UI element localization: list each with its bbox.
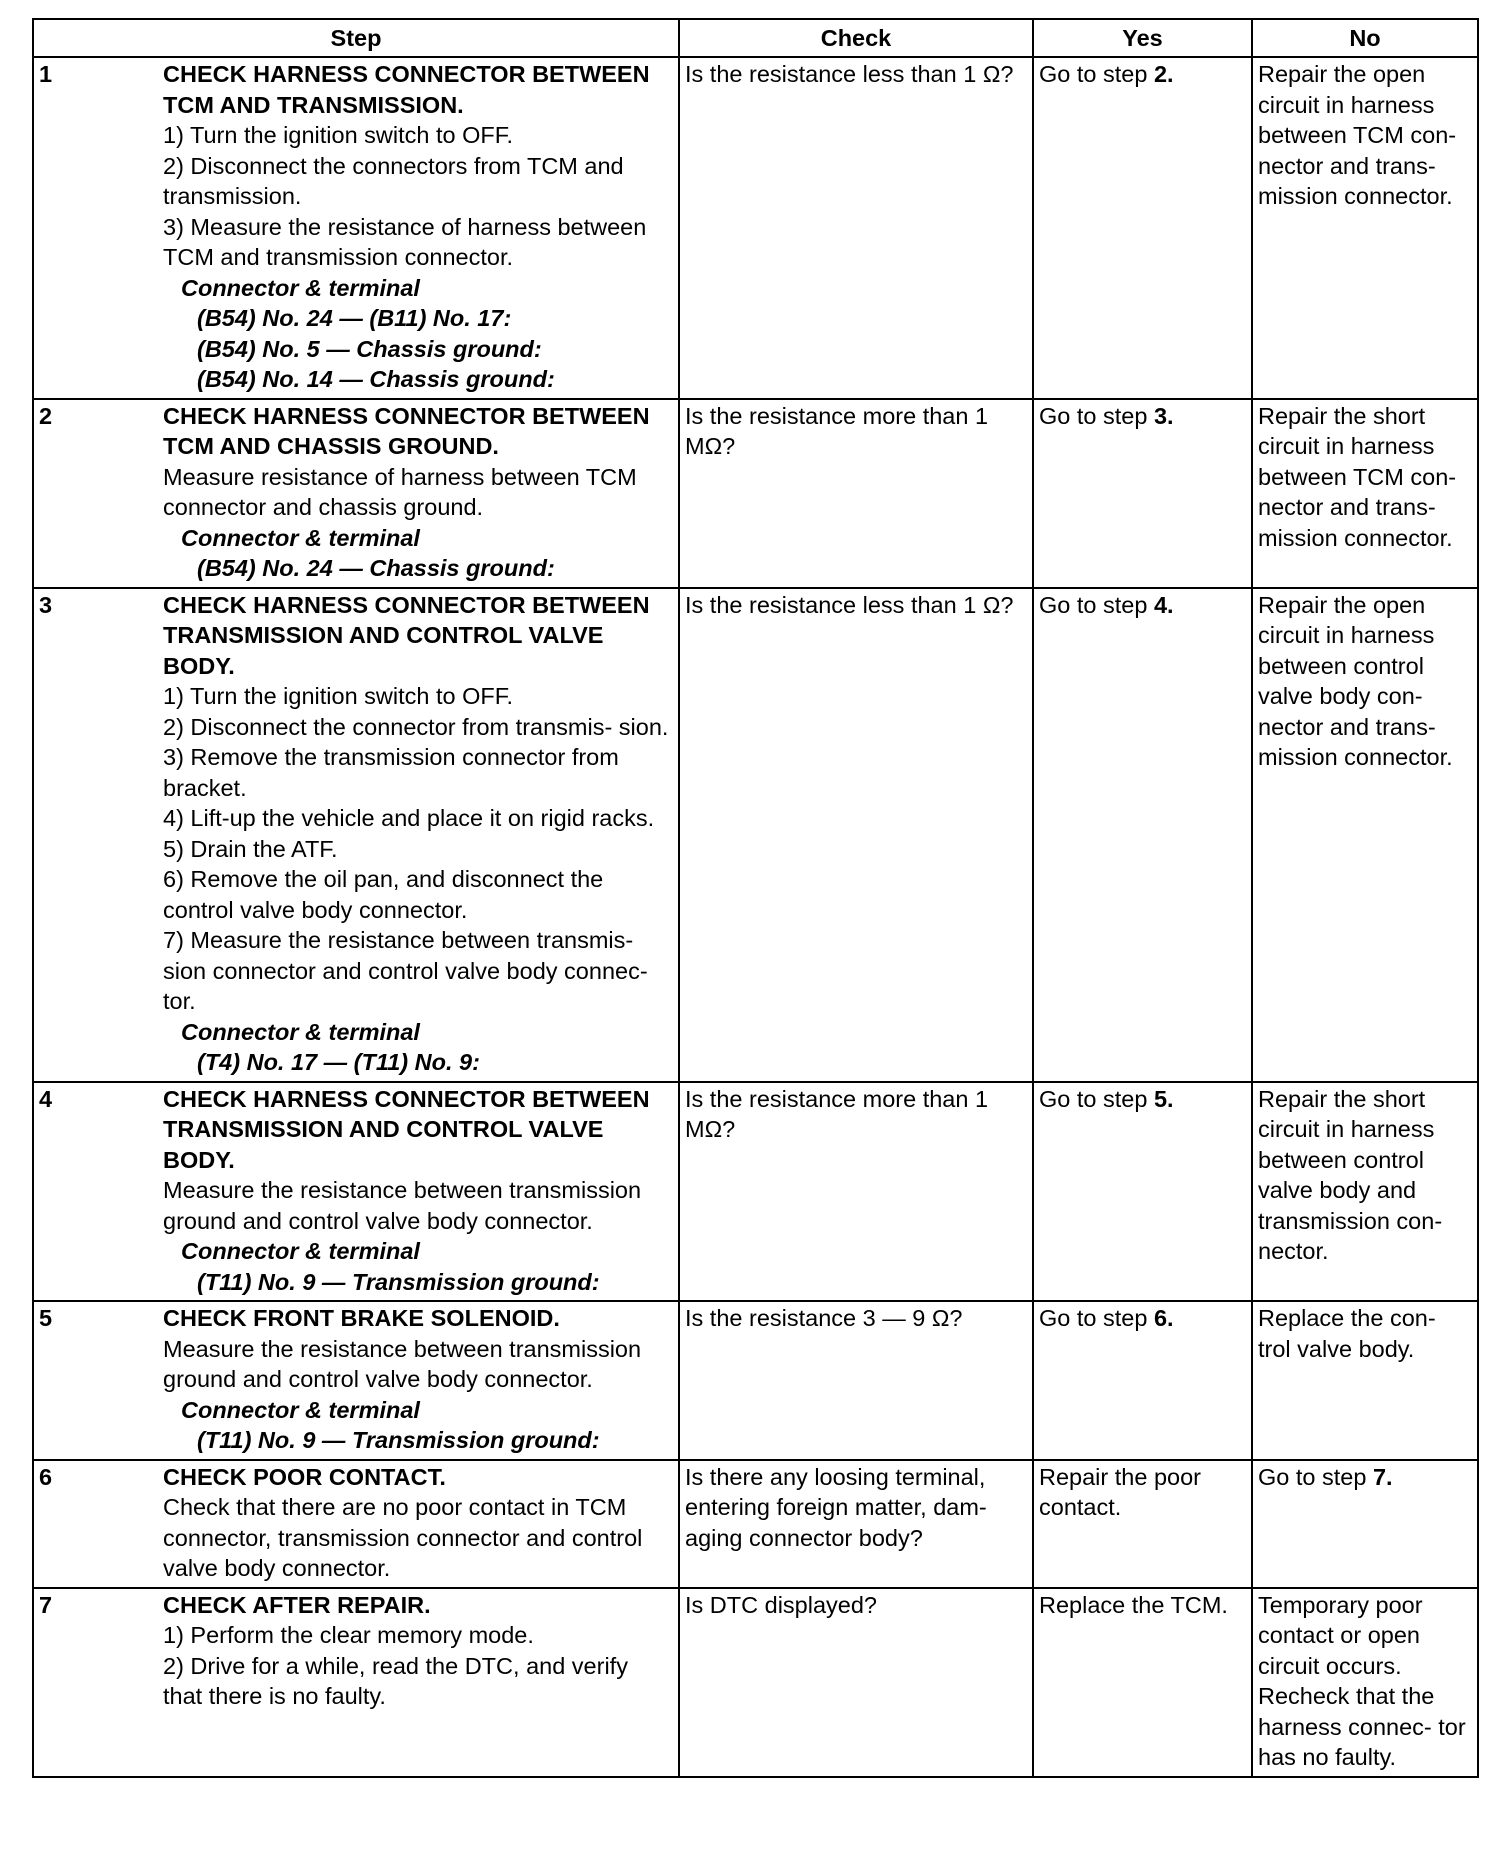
step-instruction: 5) Drain the ATF. xyxy=(163,835,338,862)
table-row xyxy=(33,1301,1478,1460)
yes-step-number: 4. xyxy=(1153,591,1174,618)
no-action: Go to step xyxy=(1258,1463,1373,1490)
step-title: CHECK HARNESS CONNECTOR BETWEEN TCM AND CHASSIS GROUND. xyxy=(163,402,650,459)
yes-step-number: 5. xyxy=(1153,1085,1174,1112)
no-cell: Repair the short circuit in harness between control valve body and transmission con- nector. xyxy=(1252,1082,1478,1302)
step-cell xyxy=(33,1082,679,1302)
yes-action: Repair the poor contact. xyxy=(1039,1463,1201,1520)
step-cell xyxy=(33,588,679,1082)
check-cell: Is the resistance more than 1 MΩ? xyxy=(679,399,1033,588)
check-cell: Is there any loosing terminal, entering foreign matter, dam- aging connector body? xyxy=(679,1460,1033,1588)
step-cell xyxy=(33,57,679,399)
step-description xyxy=(163,1590,673,1712)
yes-action: Go to step xyxy=(1039,1305,1154,1331)
step-title: CHECK HARNESS CONNECTOR BETWEEN TCM AND TRANSMISSION. xyxy=(163,61,650,118)
step-instruction: 7) Measure the resistance between transmis- sion connector and control valve body connec- tor. xyxy=(163,927,648,1014)
step-instruction: Check that there are no poor contact in TCM connector, transmission connector and control valve body connector. xyxy=(163,1494,643,1581)
connector-terminal-value: (T4) No. 17 — (T11) No. 9: xyxy=(197,1049,480,1075)
header-no: No xyxy=(1252,19,1478,57)
connector-terminal-value: (B54) No. 14 — Chassis ground: xyxy=(197,366,555,392)
step-description xyxy=(163,1462,673,1584)
yes-action: Go to step xyxy=(1039,61,1154,87)
yes-action: Go to step xyxy=(1039,591,1154,618)
connector-terminal-value: (T11) No. 9 — Transmission ground: xyxy=(197,1268,600,1295)
step-number: 7 xyxy=(39,1591,53,1618)
header-step: Step xyxy=(33,19,679,57)
step-number: 4 xyxy=(39,1085,53,1112)
table-row xyxy=(33,399,1478,588)
yes-action: Go to step xyxy=(1039,402,1154,429)
step-instruction: 2) Disconnect the connectors from TCM and transmission. xyxy=(163,152,624,209)
step-title: CHECK HARNESS CONNECTOR BETWEEN TRANSMISSION AND CONTROL VALVE BODY. xyxy=(163,591,650,679)
step-instruction: 1) Turn the ignition switch to OFF. xyxy=(163,122,514,148)
yes-cell xyxy=(1033,399,1252,588)
step-cell xyxy=(33,399,679,588)
table-body xyxy=(33,57,1478,1777)
step-title: CHECK AFTER REPAIR. xyxy=(163,1591,431,1618)
step-description xyxy=(163,590,673,1078)
no-cell xyxy=(1252,1460,1478,1588)
check-cell: Is the resistance 3 — 9 Ω? xyxy=(679,1301,1033,1460)
header-check: Check xyxy=(679,19,1033,57)
diagnostic-table-sheet xyxy=(32,18,1477,1778)
step-title: CHECK HARNESS CONNECTOR BETWEEN TRANSMISSION AND CONTROL VALVE BODY. xyxy=(163,1085,650,1173)
step-description xyxy=(163,1084,673,1298)
no-step-number: 7. xyxy=(1372,1463,1393,1490)
yes-cell xyxy=(1033,1301,1252,1460)
step-title: CHECK FRONT BRAKE SOLENOID. xyxy=(163,1305,560,1331)
diagnostic-table xyxy=(32,18,1479,1778)
step-instruction: Measure the resistance between transmission ground and control valve body connector. xyxy=(163,1177,642,1234)
step-description xyxy=(163,401,673,584)
step-instruction: 2) Drive for a while, read the DTC, and verify that there is no faulty. xyxy=(163,1652,628,1709)
step-instruction: 1) Perform the clear memory mode. xyxy=(163,1622,534,1648)
step-instruction: 1) Turn the ignition switch to OFF. xyxy=(163,683,514,709)
yes-cell xyxy=(1033,1588,1252,1777)
step-cell xyxy=(33,1301,679,1460)
step-instruction: Measure the resistance between transmission ground and control valve body connector. xyxy=(163,1335,642,1392)
no-cell: Repair the short circuit in harness between TCM con- nector and trans- mission connector. xyxy=(1252,399,1478,588)
step-description xyxy=(163,59,673,395)
table-row xyxy=(33,57,1478,399)
step-description xyxy=(163,1303,673,1456)
step-instruction: 4) Lift-up the vehicle and place it on rigid racks. xyxy=(163,805,655,831)
step-number: 6 xyxy=(39,1463,53,1490)
no-cell: Repair the open circuit in harness between TCM con- nector and trans- mission connector. xyxy=(1252,57,1478,399)
connector-terminal-value: (B54) No. 5 — Chassis ground: xyxy=(197,335,542,362)
yes-step-number: 6. xyxy=(1153,1305,1174,1331)
yes-cell xyxy=(1033,588,1252,1082)
table-row xyxy=(33,1460,1478,1588)
yes-cell xyxy=(1033,1460,1252,1588)
header-row xyxy=(33,19,1478,57)
table-row xyxy=(33,1082,1478,1302)
step-instruction: 2) Disconnect the connector from transmis- sion. xyxy=(163,713,669,740)
check-cell: Is the resistance more than 1 MΩ? xyxy=(679,1082,1033,1302)
connector-terminal-label: Connector & terminal xyxy=(181,1396,420,1423)
table-row xyxy=(33,588,1478,1082)
step-number: 3 xyxy=(39,591,53,618)
connector-terminal-label: Connector & terminal xyxy=(181,1018,420,1045)
table-row xyxy=(33,1588,1478,1777)
step-title: CHECK POOR CONTACT. xyxy=(163,1463,446,1490)
yes-cell xyxy=(1033,57,1252,399)
connector-terminal-value: (B54) No. 24 — (B11) No. 17: xyxy=(197,305,512,331)
step-number: 2 xyxy=(39,402,53,429)
step-cell xyxy=(33,1460,679,1588)
yes-step-number: 3. xyxy=(1153,402,1174,429)
step-instruction: 6) Remove the oil pan, and disconnect the control valve body connector. xyxy=(163,866,604,923)
connector-terminal-label: Connector & terminal xyxy=(181,1238,420,1264)
step-instruction: 3) Remove the transmission connector from bracket. xyxy=(163,744,619,801)
step-number: 1 xyxy=(39,61,53,87)
no-cell: Repair the open circuit in harness between control valve body con- nector and trans- mission connector. xyxy=(1252,588,1478,1082)
check-cell: Is the resistance less than 1 Ω? xyxy=(679,588,1033,1082)
no-cell: Replace the con- trol valve body. xyxy=(1252,1301,1478,1460)
step-instruction: Measure resistance of harness between TCM connector and chassis ground. xyxy=(163,463,637,520)
yes-action: Replace the TCM. xyxy=(1039,1591,1228,1618)
connector-terminal-value: (T11) No. 9 — Transmission ground: xyxy=(197,1427,600,1453)
connector-terminal-label: Connector & terminal xyxy=(181,524,420,551)
step-cell xyxy=(33,1588,679,1777)
header-yes: Yes xyxy=(1033,19,1252,57)
connector-terminal-label: Connector & terminal xyxy=(181,274,420,301)
yes-action: Go to step xyxy=(1039,1085,1154,1112)
check-cell: Is DTC displayed? xyxy=(679,1588,1033,1777)
check-cell: Is the resistance less than 1 Ω? xyxy=(679,57,1033,399)
step-number: 5 xyxy=(39,1305,53,1331)
step-instruction: 3) Measure the resistance of harness between TCM and transmission connector. xyxy=(163,213,647,270)
no-cell: Temporary poor contact or open circuit occurs. Recheck that the harness connec- tor has no faulty. xyxy=(1252,1588,1478,1777)
yes-step-number: 2. xyxy=(1153,61,1174,87)
connector-terminal-value: (B54) No. 24 — Chassis ground: xyxy=(197,555,555,581)
yes-cell xyxy=(1033,1082,1252,1302)
